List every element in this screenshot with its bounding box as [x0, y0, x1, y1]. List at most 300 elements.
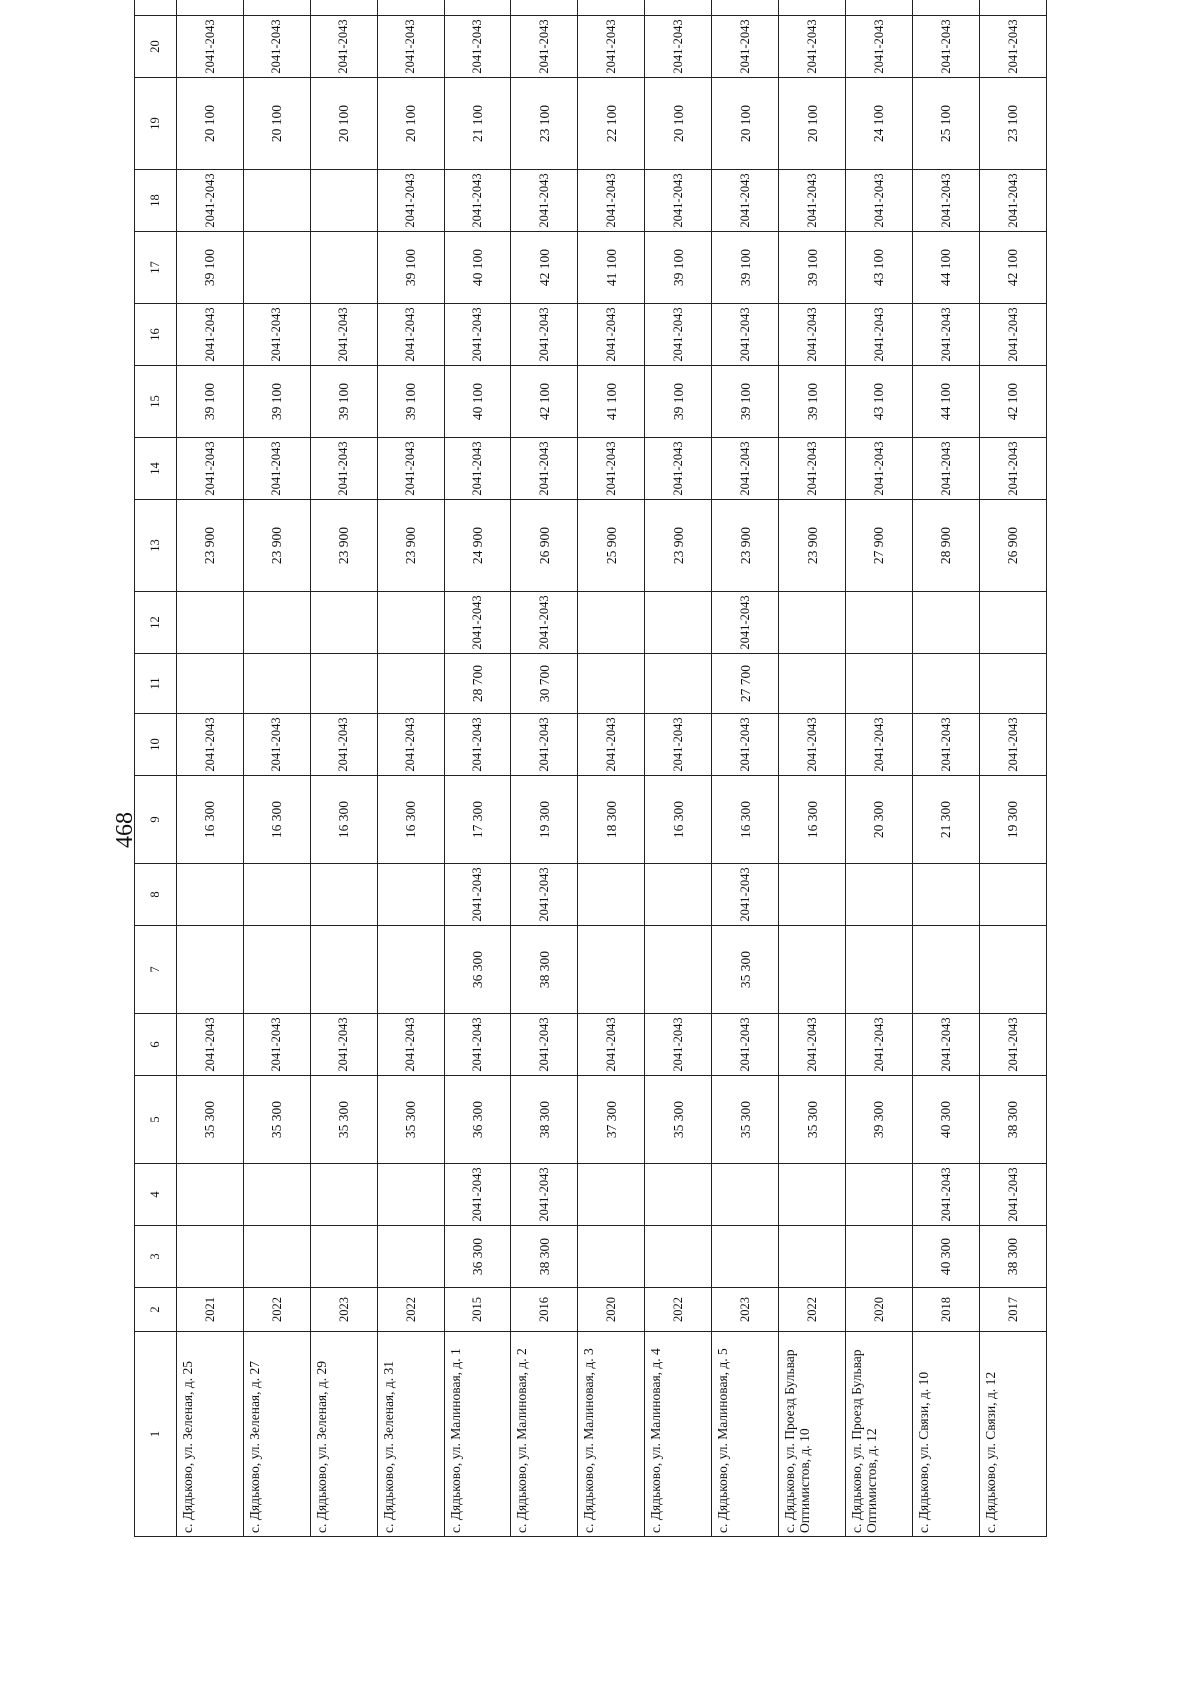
table-cell: 2041-2043 — [846, 1014, 913, 1076]
table-cell: 2041-2043 — [712, 864, 779, 926]
table-cell: 23 900 — [176, 500, 243, 592]
table-cell: 35 300 — [779, 1076, 846, 1164]
table-cell — [779, 654, 846, 714]
table-cell: 23 900 — [779, 500, 846, 592]
table-cell: 2015 — [444, 1288, 511, 1332]
table-row — [712, 0, 779, 1537]
table-cell — [846, 1164, 913, 1226]
column-number-4: 4 — [135, 1164, 177, 1226]
table-cell — [511, 0, 578, 16]
table-cell: 39 100 — [243, 366, 310, 438]
column-number-6: 6 — [135, 1014, 177, 1076]
table-cell — [578, 864, 645, 926]
table-cell: 26 900 — [979, 500, 1046, 592]
table-cell: 2041-2043 — [846, 438, 913, 500]
table-cell: 2041-2043 — [779, 714, 846, 776]
table-cell — [243, 592, 310, 654]
table-cell: 35 300 — [310, 1076, 377, 1164]
table-cell: 2041-2043 — [444, 864, 511, 926]
table-cell — [176, 864, 243, 926]
table-cell: 35 300 — [176, 1076, 243, 1164]
table-row — [645, 0, 712, 1537]
table-cell: 39 100 — [779, 366, 846, 438]
table-cell: 2016 — [511, 1288, 578, 1332]
table-cell: 36 300 — [444, 926, 511, 1014]
address-cell: с. Дядьково, ул. Проезд Бульвар Оптимистов, д. 10 — [779, 1332, 846, 1537]
table-cell: 35 300 — [712, 926, 779, 1014]
table-cell — [310, 1164, 377, 1226]
table-cell — [645, 592, 712, 654]
table-cell: 28 900 — [912, 500, 979, 592]
table-cell: 2041-2043 — [377, 16, 444, 78]
table-cell: 16 300 — [243, 776, 310, 864]
table-cell: 2022 — [779, 1288, 846, 1332]
table-cell: 2041-2043 — [712, 438, 779, 500]
table-cell — [176, 654, 243, 714]
table-cell: 20 100 — [712, 78, 779, 170]
table-cell: 20 100 — [377, 78, 444, 170]
table-cell: 2041-2043 — [578, 16, 645, 78]
table-cell: 39 100 — [310, 366, 377, 438]
table-cell: 39 100 — [712, 232, 779, 304]
table-cell — [846, 926, 913, 1014]
table-cell: 2023 — [712, 1288, 779, 1332]
table-cell: 2041-2043 — [511, 170, 578, 232]
address-cell: с. Дядьково, ул. Малиновая, д. 5 — [712, 1332, 779, 1537]
table-cell: 2041-2043 — [176, 304, 243, 366]
table-cell: 20 100 — [176, 78, 243, 170]
table-cell: 17 300 — [444, 776, 511, 864]
table-cell: 2023 — [310, 1288, 377, 1332]
column-number-10: 10 — [135, 714, 177, 776]
table-cell: 43 100 — [846, 366, 913, 438]
table-cell: 2041-2043 — [243, 16, 310, 78]
table-cell: 40 100 — [444, 232, 511, 304]
table-cell — [444, 0, 511, 16]
table-cell: 2041-2043 — [444, 592, 511, 654]
table-cell: 25 100 — [912, 78, 979, 170]
table-cell — [979, 926, 1046, 1014]
table-cell: 2041-2043 — [846, 16, 913, 78]
table-cell: 2041-2043 — [645, 438, 712, 500]
table-cell: 2041-2043 — [578, 1014, 645, 1076]
table-cell — [377, 592, 444, 654]
table-cell: 36 300 — [444, 1076, 511, 1164]
table-cell: 2041-2043 — [310, 304, 377, 366]
table-cell: 2022 — [645, 1288, 712, 1332]
table-cell: 2041-2043 — [310, 16, 377, 78]
column-number-3: 3 — [135, 1226, 177, 1288]
table-cell — [243, 1226, 310, 1288]
table-cell — [377, 1164, 444, 1226]
table-cell: 42 100 — [511, 366, 578, 438]
table-cell: 2041-2043 — [645, 16, 712, 78]
table-cell — [712, 0, 779, 16]
table-cell: 20 100 — [310, 78, 377, 170]
table-cell — [578, 0, 645, 16]
table-cell — [243, 926, 310, 1014]
table-row — [444, 0, 511, 1537]
table-cell — [846, 864, 913, 926]
table-cell: 2041-2043 — [243, 714, 310, 776]
table-cell: 2041-2043 — [377, 1014, 444, 1076]
table-cell — [912, 926, 979, 1014]
table-cell — [377, 0, 444, 16]
table-cell — [846, 592, 913, 654]
table-cell: 2041-2043 — [444, 714, 511, 776]
table-cell: 2041-2043 — [176, 170, 243, 232]
table-cell: 2041-2043 — [176, 714, 243, 776]
table-cell: 2041-2043 — [176, 438, 243, 500]
table-cell: 2041-2043 — [377, 304, 444, 366]
table-cell — [243, 654, 310, 714]
table-row — [578, 0, 645, 1537]
table-cell — [779, 926, 846, 1014]
column-number-20: 20 — [135, 16, 177, 78]
table-cell: 39 100 — [377, 366, 444, 438]
table-cell: 2041-2043 — [444, 170, 511, 232]
column-number-9: 9 — [135, 776, 177, 864]
table-cell — [912, 0, 979, 16]
table-cell: 21 300 — [912, 776, 979, 864]
table-cell: 2041-2043 — [578, 304, 645, 366]
table-cell: 23 100 — [979, 78, 1046, 170]
table-cell: 16 300 — [712, 776, 779, 864]
column-number-13: 13 — [135, 500, 177, 592]
table-cell: 2020 — [578, 1288, 645, 1332]
table-cell: 2021 — [176, 1288, 243, 1332]
table-cell — [779, 1226, 846, 1288]
column-number-15: 15 — [135, 366, 177, 438]
table-cell — [912, 864, 979, 926]
table-cell: 2041-2043 — [645, 304, 712, 366]
table-row — [176, 0, 243, 1537]
table-cell: 2041-2043 — [578, 170, 645, 232]
table-cell: 40 300 — [912, 1226, 979, 1288]
table-cell: 40 100 — [444, 366, 511, 438]
column-number-19: 19 — [135, 78, 177, 170]
table-cell: 2041-2043 — [779, 304, 846, 366]
table-cell — [779, 0, 846, 16]
table-cell: 38 300 — [511, 1226, 578, 1288]
table-cell: 2041-2043 — [310, 1014, 377, 1076]
table-cell: 2041-2043 — [912, 16, 979, 78]
table-cell: 23 900 — [310, 500, 377, 592]
table-cell: 2041-2043 — [377, 438, 444, 500]
table-cell: 41 100 — [578, 232, 645, 304]
table-cell — [578, 654, 645, 714]
table-cell: 20 100 — [779, 78, 846, 170]
table-cell: 2041-2043 — [444, 16, 511, 78]
table-cell: 42 100 — [511, 232, 578, 304]
table-cell: 2041-2043 — [511, 1014, 578, 1076]
table-row — [979, 0, 1046, 1537]
table-cell: 2041-2043 — [912, 170, 979, 232]
table-cell: 2041-2043 — [645, 170, 712, 232]
address-cell: с. Дядьково, ул. Зеленая, д. 27 — [243, 1332, 310, 1537]
table-cell: 22 100 — [578, 78, 645, 170]
table-cell: 28 700 — [444, 654, 511, 714]
table-cell: 2041-2043 — [377, 170, 444, 232]
column-number-11: 11 — [135, 654, 177, 714]
table-cell — [176, 592, 243, 654]
address-cell: с. Дядьково, ул. Малиновая, д. 1 — [444, 1332, 511, 1537]
table-cell — [578, 926, 645, 1014]
table-cell — [310, 170, 377, 232]
address-cell: с. Дядьково, ул. Малиновая, д. 2 — [511, 1332, 578, 1537]
table-cell: 2041-2043 — [712, 592, 779, 654]
table-cell: 2041-2043 — [712, 1014, 779, 1076]
table-cell — [243, 864, 310, 926]
table-cell: 2041-2043 — [712, 714, 779, 776]
table-cell: 43 100 — [846, 232, 913, 304]
column-number-7: 7 — [135, 926, 177, 1014]
table-cell — [176, 1164, 243, 1226]
table-cell — [243, 232, 310, 304]
table-cell: 2041-2043 — [511, 1164, 578, 1226]
housing-repair-schedule-table — [134, 0, 1047, 1537]
rotated-table-wrapper — [134, 19, 1047, 1537]
table-cell — [176, 926, 243, 1014]
table-cell — [912, 592, 979, 654]
table-cell: 38 300 — [979, 1076, 1046, 1164]
table-cell — [645, 1164, 712, 1226]
table-cell: 2041-2043 — [846, 714, 913, 776]
address-cell: с. Дядьково, ул. Связи, д. 12 — [979, 1332, 1046, 1537]
table-cell: 2041-2043 — [979, 16, 1046, 78]
table-cell: 39 100 — [176, 232, 243, 304]
table-cell: 39 100 — [176, 366, 243, 438]
address-cell: с. Дядьково, ул. Зеленая, д. 29 — [310, 1332, 377, 1537]
column-number-8: 8 — [135, 864, 177, 926]
table-cell: 2041-2043 — [578, 438, 645, 500]
table-cell: 2041-2043 — [310, 438, 377, 500]
table-cell: 25 900 — [578, 500, 645, 592]
address-cell: с. Дядьково, ул. Зеленая, д. 25 — [176, 1332, 243, 1537]
table-cell: 2041-2043 — [176, 1014, 243, 1076]
table-cell: 2041-2043 — [912, 714, 979, 776]
table-cell: 2041-2043 — [912, 1164, 979, 1226]
table-cell: 2041-2043 — [712, 16, 779, 78]
table-cell: 23 100 — [511, 78, 578, 170]
table-cell: 2041-2043 — [444, 438, 511, 500]
table-cell — [243, 1164, 310, 1226]
table-cell — [243, 170, 310, 232]
table-cell: 39 100 — [377, 232, 444, 304]
table-row — [846, 0, 913, 1537]
table-cell: 30 700 — [511, 654, 578, 714]
table-cell: 41 100 — [578, 366, 645, 438]
column-number-2: 2 — [135, 1288, 177, 1332]
table-cell: 23 900 — [645, 500, 712, 592]
table-cell — [578, 1164, 645, 1226]
table-cell: 2041-2043 — [979, 170, 1046, 232]
table-cell: 35 300 — [712, 1076, 779, 1164]
table-cell: 18 300 — [578, 776, 645, 864]
table-cell — [243, 0, 310, 16]
table-cell: 24 900 — [444, 500, 511, 592]
table-cell: 38 300 — [979, 1226, 1046, 1288]
table-cell: 35 300 — [377, 1076, 444, 1164]
table-cell: 2041-2043 — [979, 304, 1046, 366]
address-cell: с. Дядьково, ул. Зеленая, д. 31 — [377, 1332, 444, 1537]
table-cell: 20 100 — [243, 78, 310, 170]
table-cell: 2041-2043 — [444, 304, 511, 366]
table-row — [310, 0, 377, 1537]
address-cell: с. Дядьково, ул. Малиновая, д. 3 — [578, 1332, 645, 1537]
table-cell — [979, 864, 1046, 926]
column-number-1: 1 — [135, 1332, 177, 1537]
table-cell — [176, 1226, 243, 1288]
table-cell: 2041-2043 — [578, 714, 645, 776]
column-number-12: 12 — [135, 592, 177, 654]
table-cell — [712, 1226, 779, 1288]
column-number-14: 14 — [135, 438, 177, 500]
table-cell — [912, 654, 979, 714]
table-cell — [578, 1226, 645, 1288]
table-cell — [310, 1226, 377, 1288]
table-cell: 2041-2043 — [377, 714, 444, 776]
table-cell — [645, 1226, 712, 1288]
table-cell — [377, 926, 444, 1014]
table-cell: 2041-2043 — [912, 438, 979, 500]
table-cell — [979, 592, 1046, 654]
table-cell — [846, 654, 913, 714]
table-cell — [310, 592, 377, 654]
table-cell: 2041-2043 — [511, 16, 578, 78]
table-cell: 2018 — [912, 1288, 979, 1332]
table-cell — [310, 864, 377, 926]
table-cell: 2041-2043 — [243, 304, 310, 366]
table-cell: 2041-2043 — [511, 714, 578, 776]
table-cell: 19 300 — [979, 776, 1046, 864]
table-cell: 2041-2043 — [979, 438, 1046, 500]
table-cell: 16 300 — [176, 776, 243, 864]
table-cell — [310, 232, 377, 304]
table-cell: 2041-2043 — [779, 438, 846, 500]
table-cell: 23 900 — [243, 500, 310, 592]
table-cell: 2041-2043 — [779, 170, 846, 232]
table-cell — [712, 1164, 779, 1226]
table-cell — [645, 654, 712, 714]
table-cell — [310, 0, 377, 16]
table-cell: 2041-2043 — [846, 170, 913, 232]
table-cell — [846, 0, 913, 16]
column-number-5: 5 — [135, 1076, 177, 1164]
table-cell — [578, 592, 645, 654]
column-number-18: 18 — [135, 170, 177, 232]
table-cell — [979, 0, 1046, 16]
table-cell: 38 300 — [511, 1076, 578, 1164]
table-cell: 19 300 — [511, 776, 578, 864]
table-cell: 2041-2043 — [712, 304, 779, 366]
table-cell — [310, 654, 377, 714]
table-cell: 2041-2043 — [846, 304, 913, 366]
table-cell: 2041-2043 — [511, 438, 578, 500]
table-cell: 2041-2043 — [511, 592, 578, 654]
table-cell — [645, 864, 712, 926]
table-row — [243, 0, 310, 1537]
table-cell: 39 100 — [779, 232, 846, 304]
table-row — [779, 0, 846, 1537]
table-cell — [377, 654, 444, 714]
table-cell: 2041-2043 — [645, 1014, 712, 1076]
table-cell: 2017 — [979, 1288, 1046, 1332]
header-row — [135, 0, 177, 1537]
table-cell: 16 300 — [779, 776, 846, 864]
table-cell: 20 100 — [645, 78, 712, 170]
table-cell: 23 900 — [712, 500, 779, 592]
table-cell: 16 300 — [377, 776, 444, 864]
table-cell — [779, 592, 846, 654]
table-cell: 44 100 — [912, 366, 979, 438]
table-cell: 2041-2043 — [979, 1164, 1046, 1226]
table-cell: 2041-2043 — [511, 864, 578, 926]
table-cell: 2041-2043 — [779, 16, 846, 78]
table-cell: 36 300 — [444, 1226, 511, 1288]
table-cell — [176, 0, 243, 16]
table-cell: 2041-2043 — [243, 438, 310, 500]
table-cell: 23 900 — [377, 500, 444, 592]
table-cell: 2022 — [243, 1288, 310, 1332]
table-cell — [377, 864, 444, 926]
table-cell — [779, 1164, 846, 1226]
table-cell: 38 300 — [511, 926, 578, 1014]
table-cell: 2041-2043 — [979, 1014, 1046, 1076]
table-cell — [377, 1226, 444, 1288]
table-row — [377, 0, 444, 1537]
table-cell: 2041-2043 — [310, 714, 377, 776]
table-cell: 39 100 — [712, 366, 779, 438]
table-cell: 2041-2043 — [444, 1164, 511, 1226]
table-cell: 2041-2043 — [645, 714, 712, 776]
table-cell: 2041-2043 — [243, 1014, 310, 1076]
table-cell: 2041-2043 — [979, 714, 1046, 776]
page-number: 468 — [112, 812, 138, 848]
column-number-16: 16 — [135, 304, 177, 366]
table-cell: 2041-2043 — [511, 304, 578, 366]
table-cell: 35 300 — [243, 1076, 310, 1164]
table-cell — [645, 926, 712, 1014]
table-cell: 35 300 — [645, 1076, 712, 1164]
address-cell: с. Дядьково, ул. Проезд Бульвар Оптимистов, д. 12 — [846, 1332, 913, 1537]
table-cell: 20 300 — [846, 776, 913, 864]
table-cell: 39 100 — [645, 232, 712, 304]
table-cell: 27 700 — [712, 654, 779, 714]
table-cell — [645, 0, 712, 16]
table-row — [912, 0, 979, 1537]
address-cell: с. Дядьково, ул. Малиновая, д. 4 — [645, 1332, 712, 1537]
table-cell — [310, 926, 377, 1014]
table-cell: 2020 — [846, 1288, 913, 1332]
table-cell: 42 100 — [979, 232, 1046, 304]
table-cell: 37 300 — [578, 1076, 645, 1164]
table-cell — [979, 654, 1046, 714]
table-cell: 39 100 — [645, 366, 712, 438]
column-number-17: 17 — [135, 232, 177, 304]
table-cell — [779, 864, 846, 926]
table-cell — [846, 1226, 913, 1288]
table-cell: 21 100 — [444, 78, 511, 170]
table-cell: 42 100 — [979, 366, 1046, 438]
table-cell: 2022 — [377, 1288, 444, 1332]
address-cell: с. Дядьково, ул. Связи, д. 10 — [912, 1332, 979, 1537]
table-cell: 40 300 — [912, 1076, 979, 1164]
table-cell: 39 300 — [846, 1076, 913, 1164]
table-cell: 2041-2043 — [912, 1014, 979, 1076]
table-cell: 24 100 — [846, 78, 913, 170]
table-cell: 16 300 — [645, 776, 712, 864]
